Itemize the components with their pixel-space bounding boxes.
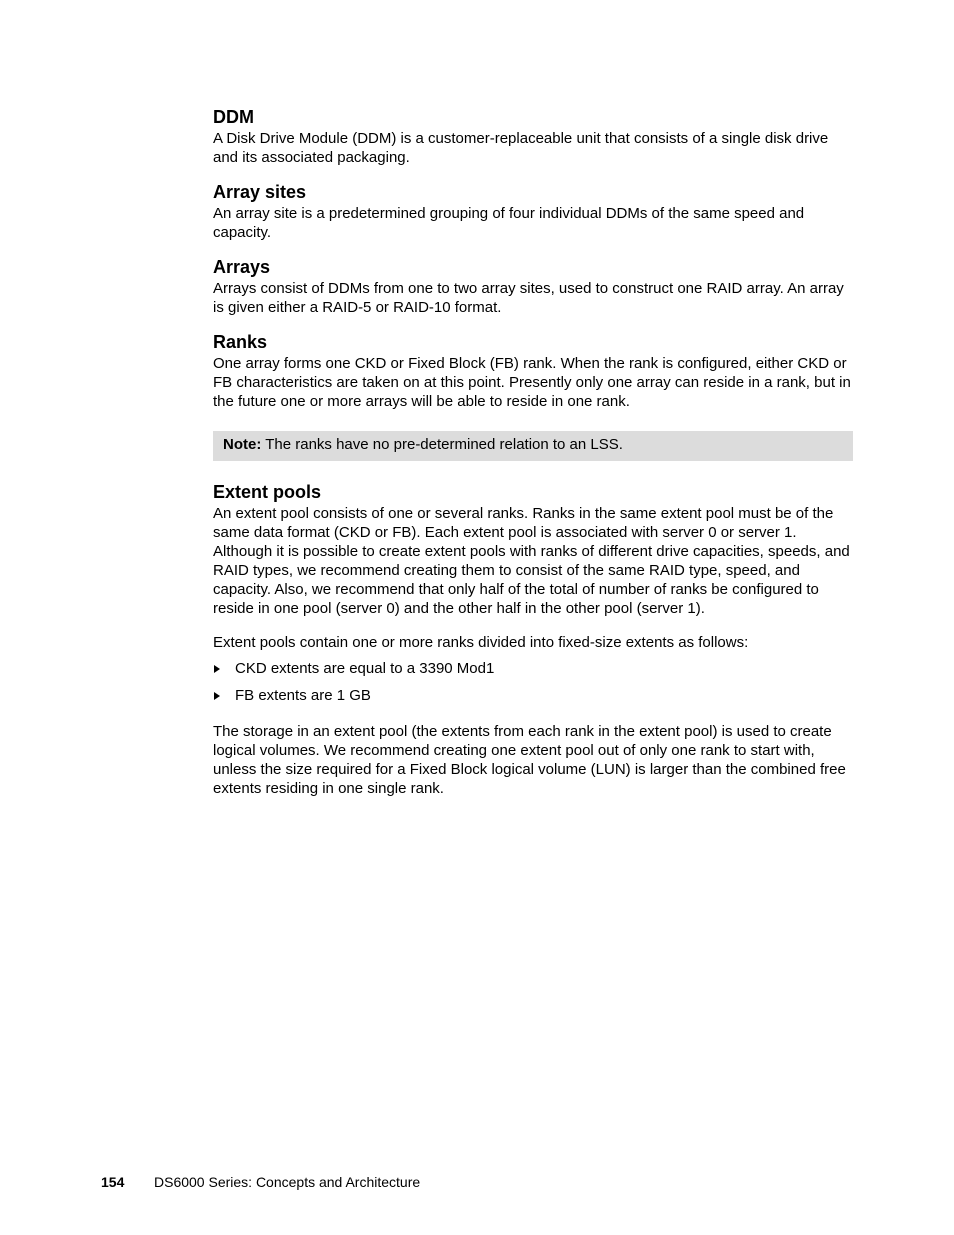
extent-list (213, 659, 853, 705)
paragraph-ddm: A Disk Drive Module (DDM) is a customer-replaceable unit that consists of a single disk drive and its associated packaging. (213, 130, 829, 166)
paragraph-array-sites: An array site is a predetermined grouping of four individual DDMs of the same speed and capacity. (213, 205, 805, 241)
triangle-bullet-icon (214, 665, 220, 673)
note-text: The ranks have no pre-determined relation to an LSS. (261, 436, 623, 453)
heading-array-sites: Array sites (213, 182, 307, 202)
triangle-bullet-icon (214, 692, 220, 700)
list-item (213, 659, 853, 678)
page-number: 154 (101, 1174, 125, 1190)
list-item-text: CKD extents are equal to a 3390 Mod1 (235, 660, 495, 677)
note-label: Note: (223, 436, 262, 453)
heading-extent-pools: Extent pools (213, 482, 322, 502)
book-title: DS6000 Series: Concepts and Architecture (154, 1174, 421, 1190)
section-arrays (213, 256, 853, 317)
paragraph-extent-pools-3: The storage in an extent pool (the extents from each rank in the extent pool) is used to create logical volumes. We recommend creating one extent pool out of only one rank to start with, unless the size required for a Fixed Block logical volume (LUN) is larger than the combined free extents residing in one single rank. (213, 723, 846, 797)
paragraph-extent-pools-1: An extent pool consists of one or several ranks. Ranks in the same extent pool must be of the same data format (CKD or FB). Each extent pool is associated with server 0 or server 1. Although it is possible to create extent pools with ranks of different drive capacities, speeds, and RAID types, we recommend creating them to consist of the same RAID type, speed, and capacity. Also, we recommend that only half of the total of number of ranks be configured to reside in one pool (server 0) and the other half in the other pool (server 1). (213, 505, 850, 617)
section-ranks (213, 331, 853, 411)
heading-ddm: DDM (213, 107, 254, 127)
heading-arrays: Arrays (213, 257, 271, 277)
list-item-text: FB extents are 1 GB (235, 687, 371, 704)
page-content (213, 106, 853, 798)
paragraph-ranks: One array forms one CKD or Fixed Block (FB) rank. When the rank is configured, either CKD or FB characteristics are taken on at this point. Presently only one array can reside in a rank, but in the future one or more arrays will be able to reside in one rank. (213, 355, 851, 410)
section-array-sites (213, 181, 853, 242)
heading-ranks: Ranks (213, 332, 268, 352)
list-item (213, 686, 853, 705)
section-ddm (213, 106, 853, 167)
note-box (213, 431, 853, 461)
page-footer (101, 1174, 420, 1191)
paragraph-extent-pools-2: Extent pools contain one or more ranks divided into fixed-size extents as follows: (213, 634, 749, 651)
paragraph-arrays: Arrays consist of DDMs from one to two array sites, used to construct one RAID array. An array is given either a RAID-5 or RAID-10 format. (213, 280, 844, 316)
section-extent-pools (213, 481, 853, 798)
